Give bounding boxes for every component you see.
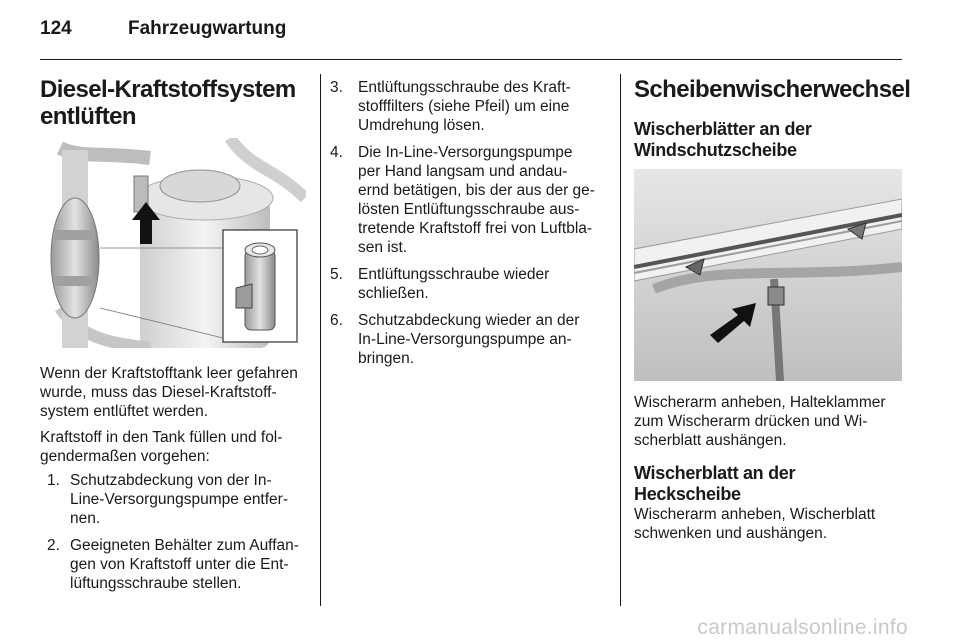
page-number: 124 bbox=[40, 18, 72, 39]
steps-list-1 bbox=[40, 471, 308, 593]
fuel-filter-illustration bbox=[40, 138, 306, 348]
header-rule bbox=[40, 59, 902, 60]
list-item: 1. Schutzabdeckung von der In- Line-Versorgungspumpe entfer- nen. bbox=[47, 472, 288, 527]
windshield-instructions: Wischerarm anheben, Halteklammer zum Wischerarm drücken und Wi- scherblatt aushängen. bbox=[634, 394, 886, 449]
column-divider-1 bbox=[320, 74, 321, 606]
column-2 bbox=[330, 78, 608, 376]
column-1 bbox=[40, 76, 308, 601]
rear-window-instructions: Wischerarm anheben, Wischerblatt schwenken und aushängen. bbox=[634, 506, 876, 542]
instruction-paragraph: Kraftstoff in den Tank füllen und fol- gendermaßen vorgehen: bbox=[40, 429, 283, 465]
column-3 bbox=[634, 76, 911, 543]
subheading-rear-window: Wischerblatt an der Heckscheibe bbox=[634, 463, 796, 504]
intro-paragraph: Wenn der Kraftstofftank leer gefahren wurde, muss das Diesel-Kraftstoff- system entlüftet werden. bbox=[40, 365, 298, 420]
subheading-windshield: Wischerblätter an der Windschutzscheibe bbox=[634, 119, 812, 160]
list-item: 4. Die In-Line-Versorgungspumpe per Hand langsam und andau- ernd betätigen, bis der aus der ge- lösten Entlüftungsschraube aus- tretende Kraftstoff frei von Luftbla- sen ist. bbox=[330, 144, 595, 256]
column-divider-2 bbox=[620, 74, 621, 606]
watermark: carmanualsonline.info bbox=[697, 616, 908, 639]
page-header bbox=[40, 18, 286, 40]
chapter-title: Fahrzeugwartung bbox=[128, 18, 287, 39]
list-item: 2. Geeigneten Behälter zum Auffan- gen von Kraftstoff unter die Ent- lüftungsschraube stellen. bbox=[47, 537, 299, 592]
steps-list-2 bbox=[330, 78, 608, 368]
wiper-blade-illustration bbox=[634, 169, 902, 381]
section-heading-diesel: Diesel-Kraftstoffsystem entlüften bbox=[40, 76, 296, 130]
list-item: 3. Entlüftungsschraube des Kraft- stofffilters (siehe Pfeil) um eine Umdrehung lösen. bbox=[330, 79, 571, 134]
list-item: 5. Entlüftungsschraube wieder schließen. bbox=[330, 266, 550, 302]
section-heading-wiper: Scheibenwischerwechsel bbox=[634, 76, 911, 103]
list-item: 6. Schutzabdeckung wieder an der In-Line-Versorgungspumpe an- bringen. bbox=[330, 312, 580, 367]
